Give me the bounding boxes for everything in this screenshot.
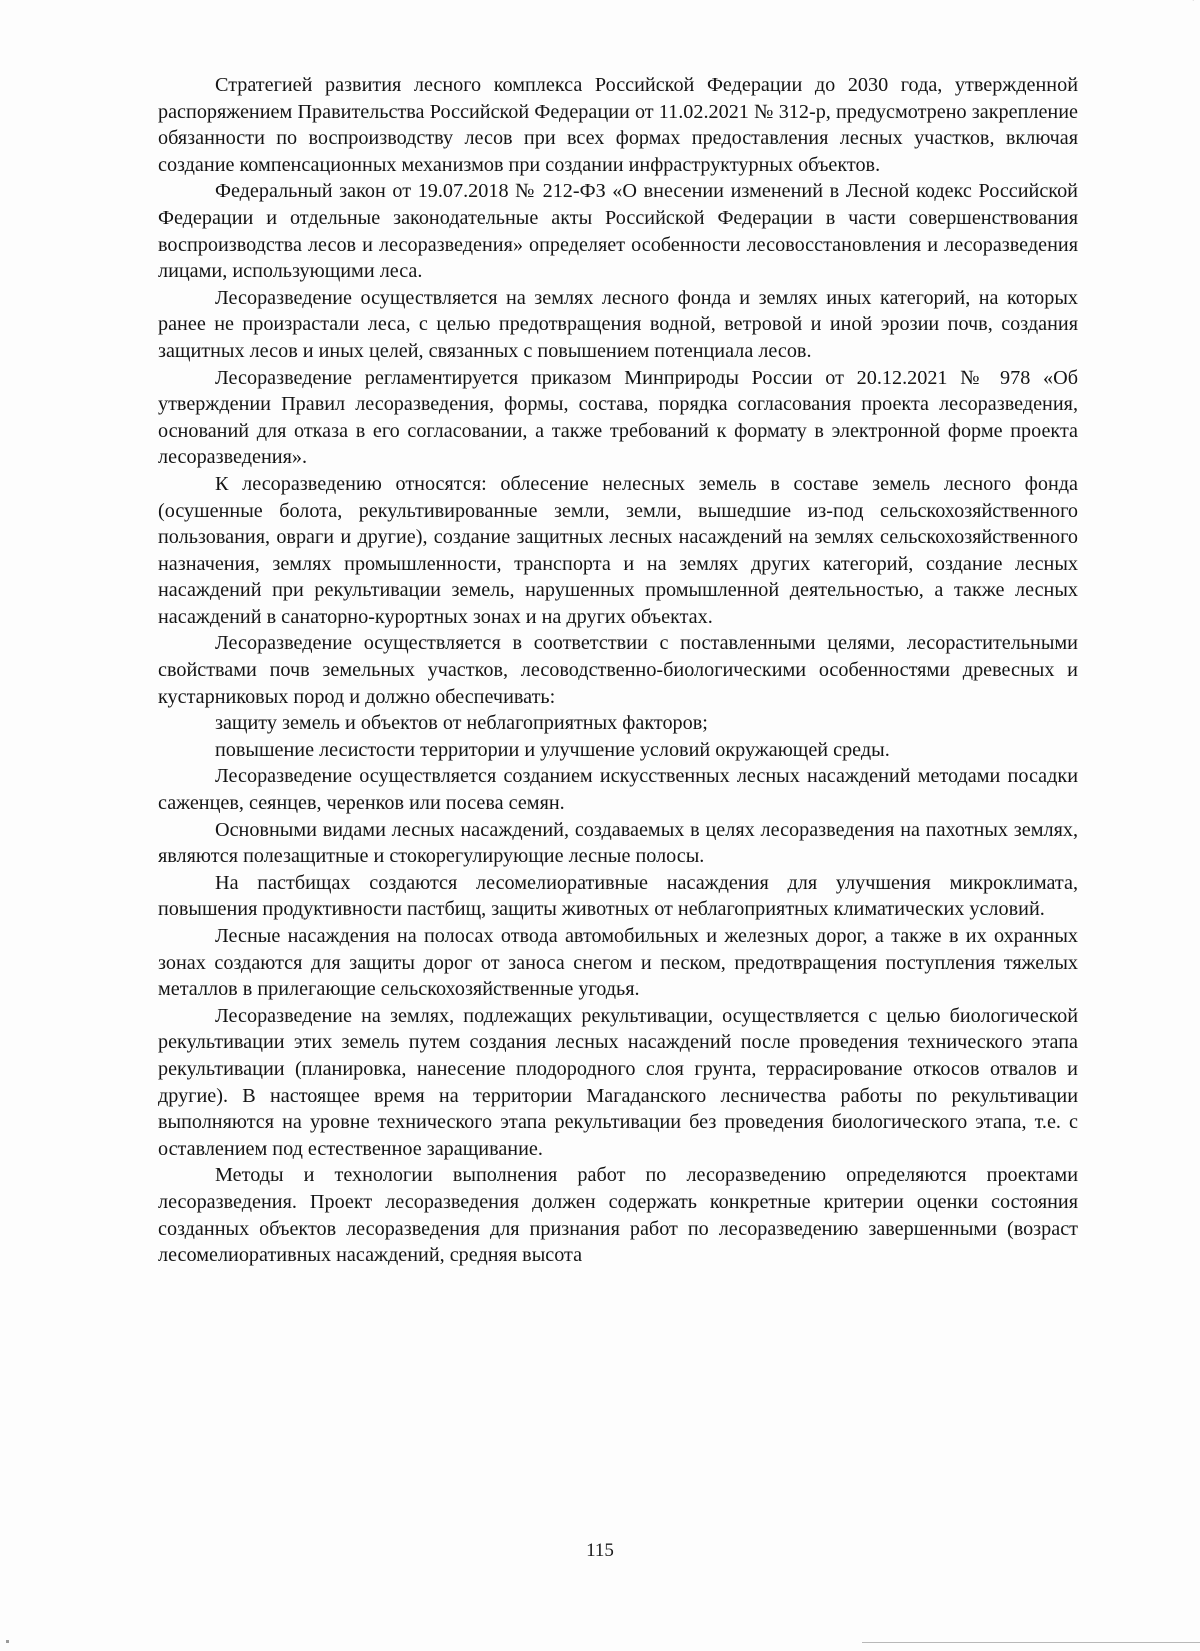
paragraph-artificial-plantings: Лесоразведение осуществляется созданием искусственных лесных насаждений методами посадки саженцев, сеянцев, черенков или посева семян. [158,765,1078,815]
list-item-forest-cover: повышение лесистости территории и улучшение условий окружающей среды. [215,738,890,761]
paragraph-federal-law: Федеральный закон от 19.07.2018 № 212-ФЗ «О внесении изменений в Лесной кодекс Российской Федерации и отдельные законодательные акты Российской Федерации в части совершенствования воспроизводства лесов и лесоразведения» определяет особенности лесовосстановления и лесоразведения лицами, использующими леса. [158,180,1078,283]
page-number: 115 [586,1540,614,1561]
scan-artifact-line [862,1642,1200,1643]
scan-artifact-dot [6,1640,9,1643]
list-item-land-protection: защиту земель и объектов от неблагоприятных факторов; [215,712,708,735]
paragraph-pastures: На пастбищах создаются лесомелиоративные насаждения для улучшения микроклимата, повышения продуктивности пастбищ, защиты животных от неблагоприятных климатических условий. [158,871,1078,921]
paragraph-methods-technologies: Методы и технологии выполнения работ по лесоразведению определяются проектами лесоразведения. Проект лесоразведения должен содержать конкретные критерии оценки состояния созданных объектов лесоразведения для признания работ по лесоразведению завершенными (возраст лесомелиоративных насаждений, средняя высота [158,1164,1078,1267]
paragraph-reclamation: Лесоразведение на землях, подлежащих рекультивации, осуществляется с целью биологической рекультивации этих земель путем создания лесных насаждений после проведения технического этапа рекультивации (планировка, нанесение плодородного слоя грунта, террасирование откосов отвалов и другие). В настоящее время на территории Магаданского лесничества работы по рекультивации выполняются на уровне технического этапа рекультивации без проведения биологического этапа, т.е. с оставлением под естественное заращивание. [158,1004,1078,1160]
paragraph-afforestation-goals: Лесоразведение осуществляется в соответствии с поставленными целями, лесорастительными свойствами почв земельных участков, лесоводственно-биологическими особенностями древесных и кустарниковых пород и должно обеспечивать: [158,632,1078,708]
paragraph-arable-lands: Основными видами лесных насаждений, создаваемых в целях лесоразведения на пахотных землях, являются полезащитные и стокорегулирующие лесные полосы. [158,818,1078,868]
paragraph-afforestation-types: К лесоразведению относятся: облесение нелесных земель в составе земель лесного фонда (осушенные болота, рекультивированные земли, земли, вышедшие из-под сельскохозяйственного пользования, овраги и другие), создание защитных лесных насаждений на землях сельскохозяйственного назначения, землях промышленности, транспорта и на землях других категорий, создание лесных насаждений при рекультивации земель, нарушенных промышленной деятельностью, а также лесных насаждений в санаторно-курортных зонах и на других объектах. [158,472,1078,628]
paragraph-strategy: Стратегией развития лесного комплекса Российской Федерации до 2030 года, утвержденной распоряжением Правительства Российской Федерации от 11.02.2021 № 312-р, предусмотрено закрепление обязанности по воспроизводству лесов при всех формах предоставления лесных участков, включая создание компенсационных механизмов при создании инфраструктурных объектов. [158,74,1078,176]
body-text [158,72,1078,1269]
scan-artifact-corner [1164,0,1194,17]
paragraph-roads: Лесные насаждения на полосах отвода автомобильных и железных дорог, а также в их охранных зонах создаются для защиты дорог от заноса снегом и песком, предотвращения поступления тяжелых металлов в прилегающие сельскохозяйственные угодья. [158,925,1078,1001]
paragraph-regulation-order: Лесоразведение регламентируется приказом Минприроды России от 20.12.2021 № 978 «Об утверждении Правил лесоразведения, формы, состава, порядка согласования проекта лесоразведения, оснований для отказа в его согласовании, а также требований к формату в электронной форме проекта лесоразведения». [158,366,1078,469]
paragraph-afforestation-lands: Лесоразведение осуществляется на землях лесного фонда и землях иных категорий, на которых ранее не произрастали леса, с целью предотвращения водной, ветровой и иной эрозии почв, создания защитных лесов и иных целей, связанных с повышением потенциала лесов. [158,286,1078,362]
